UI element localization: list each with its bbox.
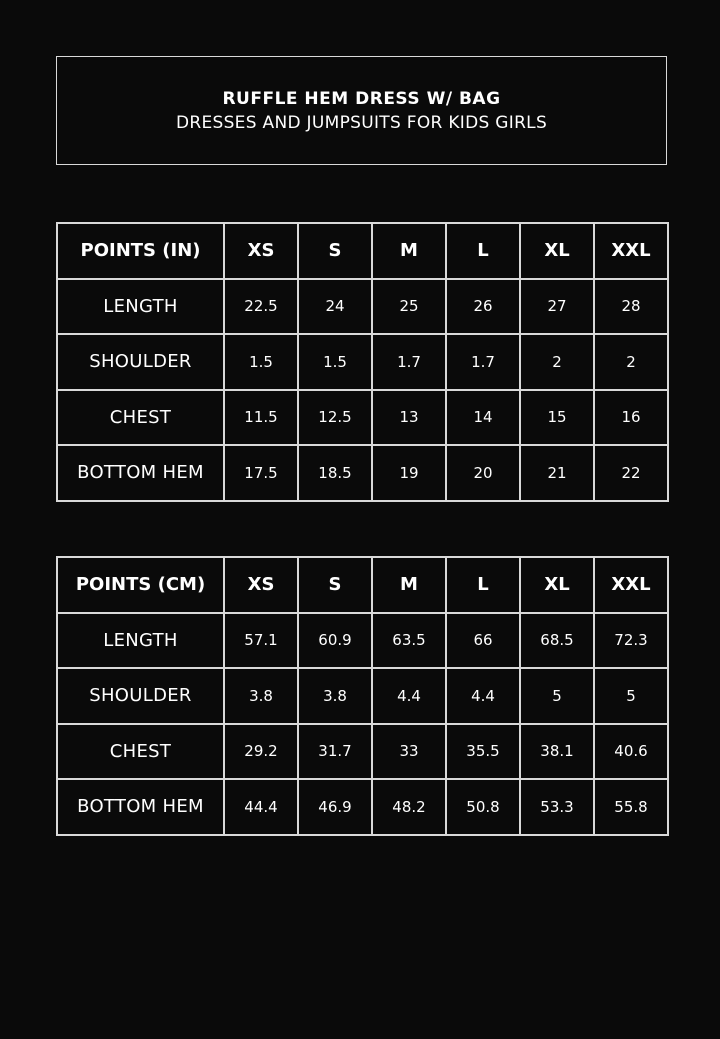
table-cell: 3.8 [225, 669, 297, 723]
table-cell: 46.9 [299, 780, 371, 834]
header-size-l: L [447, 224, 519, 278]
table-cell: 19 [373, 446, 445, 500]
product-category: DRESSES AND JUMPSUITS FOR KIDS GIRLS [175, 113, 548, 133]
header-size-xxl: XXL [595, 224, 667, 278]
table-cell: 31.7 [299, 725, 371, 779]
table-cell: 33 [373, 725, 445, 779]
row-label-shoulder: SHOULDER [58, 669, 223, 723]
table-cell: 1.5 [225, 335, 297, 389]
table-cell: 72.3 [595, 614, 667, 668]
header-size-xs: XS [225, 558, 297, 612]
table-cell: 17.5 [225, 446, 297, 500]
header-size-s: S [299, 224, 371, 278]
table-cell: 38.1 [521, 725, 593, 779]
row-label-bottom-hem: BOTTOM HEM [58, 446, 223, 500]
header-points: POINTS (CM) [58, 558, 223, 612]
table-cell: 53.3 [521, 780, 593, 834]
table-cell: 25 [373, 280, 445, 334]
table-row [58, 280, 667, 334]
table-cell: 24 [299, 280, 371, 334]
table-row [58, 725, 667, 779]
header-size-m: M [373, 224, 445, 278]
row-label-length: LENGTH [58, 614, 223, 668]
table-cell: 18.5 [299, 446, 371, 500]
table-cell: 13 [373, 391, 445, 445]
table-cell: 1.7 [447, 335, 519, 389]
table-cell: 2 [595, 335, 667, 389]
header-size-xs: XS [225, 224, 297, 278]
table-cell: 15 [521, 391, 593, 445]
size-table-centimeters [56, 556, 669, 836]
row-label-length: LENGTH [58, 280, 223, 334]
table-cell: 66 [447, 614, 519, 668]
table-cell: 55.8 [595, 780, 667, 834]
row-label-chest: CHEST [58, 391, 223, 445]
table-cell: 1.7 [373, 335, 445, 389]
table-cell: 12.5 [299, 391, 371, 445]
table-cell: 4.4 [447, 669, 519, 723]
table-cell: 57.1 [225, 614, 297, 668]
table-cell: 21 [521, 446, 593, 500]
table-cell: 50.8 [447, 780, 519, 834]
table-cell: 1.5 [299, 335, 371, 389]
row-label-chest: CHEST [58, 725, 223, 779]
table-cell: 26 [447, 280, 519, 334]
table-cell: 20 [447, 446, 519, 500]
table-cell: 29.2 [225, 725, 297, 779]
table-cell: 3.8 [299, 669, 371, 723]
table-cell: 44.4 [225, 780, 297, 834]
header-size-l: L [447, 558, 519, 612]
table-cell: 22 [595, 446, 667, 500]
table-row [58, 335, 667, 389]
table-header-row [58, 558, 667, 612]
table-cell: 48.2 [373, 780, 445, 834]
header-size-xl: XL [521, 224, 593, 278]
table-cell: 60.9 [299, 614, 371, 668]
table-cell: 28 [595, 280, 667, 334]
table-cell: 11.5 [225, 391, 297, 445]
table-row [58, 446, 667, 500]
row-label-bottom-hem: BOTTOM HEM [58, 780, 223, 834]
product-title: RUFFLE HEM DRESS W/ BAG [222, 89, 501, 109]
table-cell: 68.5 [521, 614, 593, 668]
table-cell: 40.6 [595, 725, 667, 779]
table-cell: 16 [595, 391, 667, 445]
table-row [58, 780, 667, 834]
header-size-s: S [299, 558, 371, 612]
table-cell: 14 [447, 391, 519, 445]
table-cell: 2 [521, 335, 593, 389]
title-box [56, 56, 667, 165]
table-header-row [58, 224, 667, 278]
table-cell: 63.5 [373, 614, 445, 668]
size-table-inches [56, 222, 669, 502]
table-cell: 27 [521, 280, 593, 334]
table-cell: 4.4 [373, 669, 445, 723]
header-size-xxl: XXL [595, 558, 667, 612]
table-cell: 5 [595, 669, 667, 723]
header-size-xl: XL [521, 558, 593, 612]
table-cell: 35.5 [447, 725, 519, 779]
row-label-shoulder: SHOULDER [58, 335, 223, 389]
header-size-m: M [373, 558, 445, 612]
table-cell: 22.5 [225, 280, 297, 334]
table-row [58, 614, 667, 668]
table-cell: 5 [521, 669, 593, 723]
table-row [58, 669, 667, 723]
table-row [58, 391, 667, 445]
header-points: POINTS (IN) [58, 224, 223, 278]
